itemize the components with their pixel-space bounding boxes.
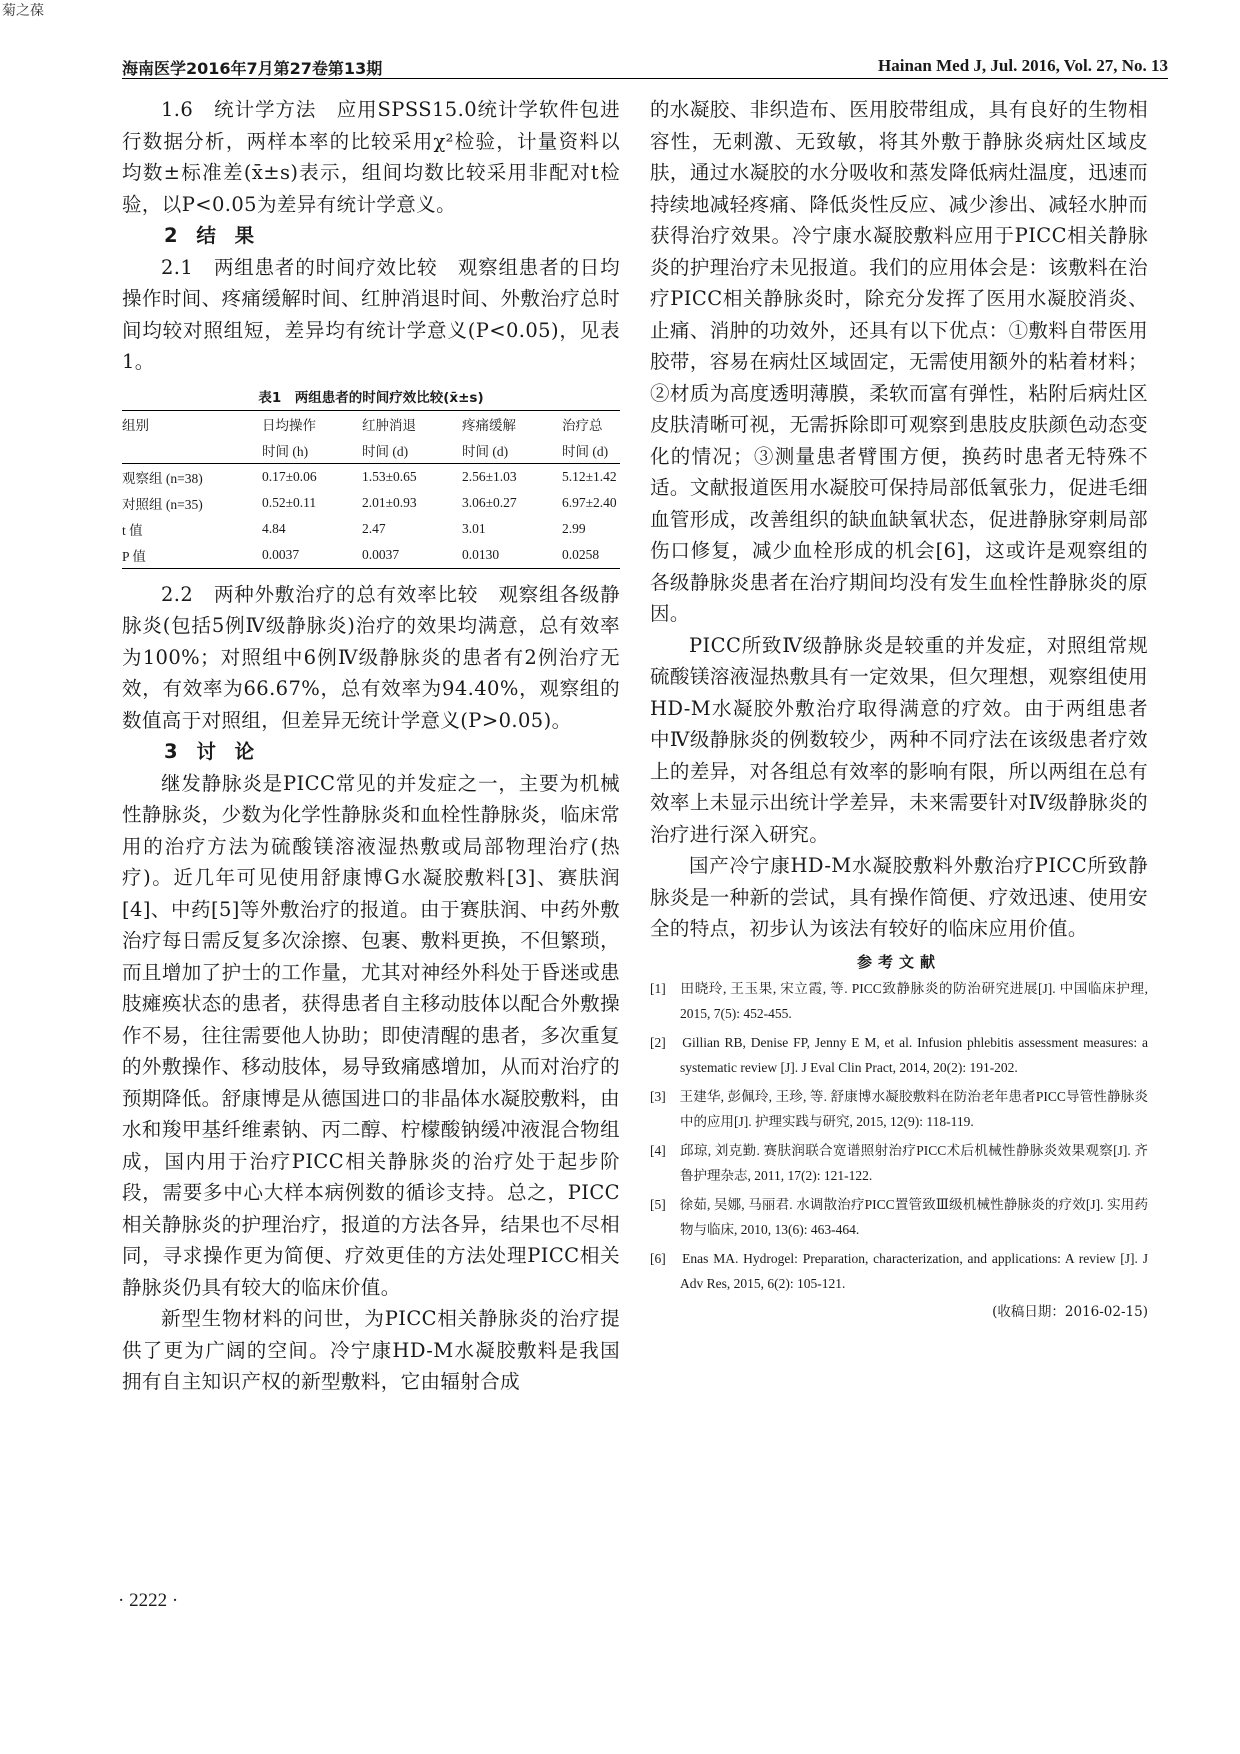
reference-item: [6] Enas MA. Hydrogel: Preparation, characterization, and applications: A review [J]. J Adv Res, 2015, 6(2): 105-121. (650, 1250, 1148, 1291)
table-cell: 1.53±0.65 (362, 468, 417, 484)
table-row (122, 542, 620, 569)
reference-item: [2] Gillian RB, Denise FP, Jenny E M, et al. Infusion phlebitis assessment measures: a systematic review [J]. J Eval Clin Pract, 2014, 20(2): 191-202. (650, 1034, 1148, 1075)
table-cell: 5.12±1.42 (562, 468, 617, 484)
table-cell: P 值 (122, 542, 262, 569)
table-cell: 3.06±0.27 (462, 494, 517, 510)
table-header-cell: 时间 (h) (262, 437, 362, 464)
header-journal-cn: 海南医学2016年7月第27卷第13期 (122, 59, 383, 78)
table-header-cell: 治疗总 (562, 410, 620, 437)
table-header-cell: 日均操作 (262, 410, 362, 437)
table-header-cell: 时间 (d) (462, 437, 562, 464)
section-heading-discussion: 3 讨 论 (164, 740, 261, 763)
received-date: (收稿日期：2016-02-15) (992, 1303, 1148, 1320)
paragraph-discussion-2-cont: 的水凝胶、非织造布、医用胶带组成，具有良好的生物相容性，无刺激、无致敏，将其外敷于静脉炎病灶区域皮肤，通过水凝胶的水分吸收和蒸发降低病灶温度，迅速而持续地减轻疼痛、降低炎性反应、减少渗出、减轻水肿而获得治疗效果。冷宁康水凝胶敷料应用于PICC相关静脉炎的护理治疗未见报道。我们的应用体会是：该敷料在治疗PICC相关静脉炎时，除充分发挥了医用水凝胶消炎、止痛、消肿的功效外，还具有以下优点：①敷料自带医用胶带，容易在病灶区域固定，无需使用额外的粘着材料；②材质为高度透明薄膜，柔软而富有弹性，粘附后病灶区皮肤清晰可视，无需拆除即可观察到患肢皮肤颜色动态变化的情况；③测量患者臂围方便，换药时患者无特殊不适。文献报道医用水凝胶可保持局部低氧张力，促进毛细血管形成，改善组织的缺血缺氧状态，促进静脉穿刺局部伤口修复，减少血栓形成的机会[6]，这或许是观察组的各级静脉炎患者在治疗期间均没有发生血栓性静脉炎的原因。 (650, 98, 1148, 625)
section-heading-results: 2 结 果 (164, 224, 261, 247)
table-cell: 2.99 (562, 520, 586, 536)
table-row (122, 490, 620, 516)
page-number: · 2222 · (118, 1590, 179, 1611)
table-cell: 4.84 (262, 520, 286, 536)
table-cell: 0.17±0.06 (262, 468, 317, 484)
table-header-cell: 时间 (d) (362, 437, 462, 464)
table-cell: 3.01 (462, 520, 486, 536)
left-column (122, 94, 620, 1398)
paragraph-discussion-2: 新型生物材料的问世，为PICC相关静脉炎的治疗提供了更为广阔的空间。冷宁康HD-M水凝胶敷料是我国拥有自主知识产权的新型敷料，它由辐射合成 (122, 1307, 620, 1393)
table-cell: t 值 (122, 522, 143, 538)
table-header-row (122, 437, 620, 464)
corner-mark: 菊之葆 (2, 3, 44, 19)
paragraph-time-efficacy: 2.1 两组患者的时间疗效比较 观察组患者的日均操作时间、疼痛缓解时间、红肿消退时间、外敷治疗总时间均较对照组短，差异均有统计学意义(P<0.05)，见表1。 (122, 255, 620, 373)
table-cell: 2.01±0.93 (362, 494, 417, 510)
table-row (122, 463, 620, 490)
table-header-cell (122, 437, 262, 464)
reference-item: [1] 田晓玲, 王玉果, 宋立霞, 等. PICC致静脉炎的防治研究进展[J]. 中国临床护理, 2015, 7(5): 452-455. (650, 980, 1148, 1021)
references-heading: 参考文献 (856, 952, 941, 971)
table-cell: 观察组 (n=38) (122, 470, 203, 486)
table-cell: 2.47 (362, 520, 386, 536)
table-cell: 0.0037 (262, 542, 362, 569)
table-cell: 6.97±2.40 (562, 494, 617, 510)
paragraph-conclusion: 国产冷宁康HD-M水凝胶敷料外敷治疗PICC所致静脉炎是一种新的尝试，具有操作简便、疗效迅速、使用安全的特点，初步认为该法有较好的临床应用价值。 (650, 854, 1148, 940)
table-cell: 0.0130 (462, 542, 562, 569)
paragraph-discussion-3: PICC所致Ⅳ级静脉炎是较重的并发症，对照组常规硫酸镁溶液湿热敷具有一定效果，但欠理想，观察组使用HD-M水凝胶外敷治疗取得满意的疗效。由于两组患者中Ⅳ级静脉炎的例数较少，两种不同疗法在该级患者疗效上的差异，对各组总有效率的影响有限，所以两组在总有效率上未显示出统计学差异，未来需要针对Ⅳ级静脉炎的治疗进行深入研究。 (650, 633, 1148, 846)
paragraph-total-efficacy: 2.2 两种外敷治疗的总有效率比较 观察组各级静脉炎(包括5例Ⅳ级静脉炎)治疗的效果均满意，总有效率为100%；对照组中6例Ⅳ级静脉炎的患者有2例治疗无效，有效率为66.67%，总有效率为94.40%，观察组的数值高于对照组，但差异无统计学意义(P>0.05)。 (122, 582, 620, 732)
table-header-cell: 红肿消退 (362, 410, 462, 437)
table-cell: 0.52±0.11 (262, 494, 317, 510)
reference-item: [3] 王建华, 彭佩玲, 王珍, 等. 舒康博水凝胶敷料在防治老年患者PICC导管性静脉炎中的应用[J]. 护理实践与研究, 2015, 12(9): 118-119. (650, 1088, 1148, 1129)
right-column (650, 94, 1148, 1324)
reference-item: [5] 徐茹, 吴娜, 马丽君. 水调散治疗PICC置管致Ⅲ级机械性静脉炎的疗效[J]. 实用药物与临床, 2010, 13(6): 463-464. (650, 1196, 1148, 1237)
paragraph-discussion-1: 继发静脉炎是PICC常见的并发症之一，主要为机械性静脉炎，少数为化学性静脉炎和血栓性静脉炎，临床常用的治疗方法为硫酸镁溶液湿热敷或局部物理治疗(热疗)。近几年可见使用舒康博G水凝胶敷料[3]、赛肤润[4]、中药[5]等外敷治疗的报道。由于赛肤润、中药外敷治疗每日需反复多次涂擦、包裹、敷料更换，不但繁琐，而且增加了护士的工作量，尤其对神经外科处于昏迷或患肢瘫痪状态的患者，获得患者自主移动肢体以配合外敷操作不易，往往需要他人协助；即使清醒的患者，多次重复的外敷操作、移动肢体，易导致痛感增加，从而对治疗的预期降低。舒康博是从德国进口的非晶体水凝胶敷料，由水和羧甲基纤维素钠、丙二醇、柠檬酸钠缓冲液混合物组成，国内用于治疗PICC相关静脉炎的治疗处于起步阶段，需要多中心大样本病例数的循诊支持。总之，PICC相关静脉炎的护理治疗，报道的方法各异，结果也不尽相同，寻求操作更为简便、疗效更佳的方法处理PICC相关静脉炎仍具有较大的临床价值。 (122, 771, 620, 1299)
table-cell: 0.0258 (562, 542, 620, 569)
table-header-cell: 组别 (122, 410, 262, 437)
results-table (122, 410, 620, 569)
table-header-cell: 疼痛缓解 (462, 410, 562, 437)
table-cell: 0.0037 (362, 542, 462, 569)
paragraph-statistics: 1.6 统计学方法 应用SPSS15.0统计学软件包进行数据分析，两样本率的比较采用χ²检验，计量资料以均数±标准差(x̄±s)表示，组间均数比较采用非配对t检验，以P<0.05为差异有统计学意义。 (122, 98, 620, 216)
reference-item: [4] 邱琼, 刘克勤. 赛肤润联合宽谱照射治疗PICC术后机械性静脉炎效果观察[J]. 齐鲁护理杂志, 2011, 17(2): 121-122. (650, 1142, 1148, 1183)
table-header-cell: 时间 (d) (562, 437, 620, 464)
table-cell: 对照组 (n=35) (122, 496, 203, 512)
table-row (122, 516, 620, 542)
table-caption: 表1 两组患者的时间疗效比较(x̄±s) (258, 389, 484, 406)
table-header-row (122, 410, 620, 437)
running-header (122, 56, 1168, 79)
table-cell: 2.56±1.03 (462, 468, 517, 484)
header-journal-en: Hainan Med J, Jul. 2016, Vol. 27, No. 13 (878, 56, 1168, 75)
